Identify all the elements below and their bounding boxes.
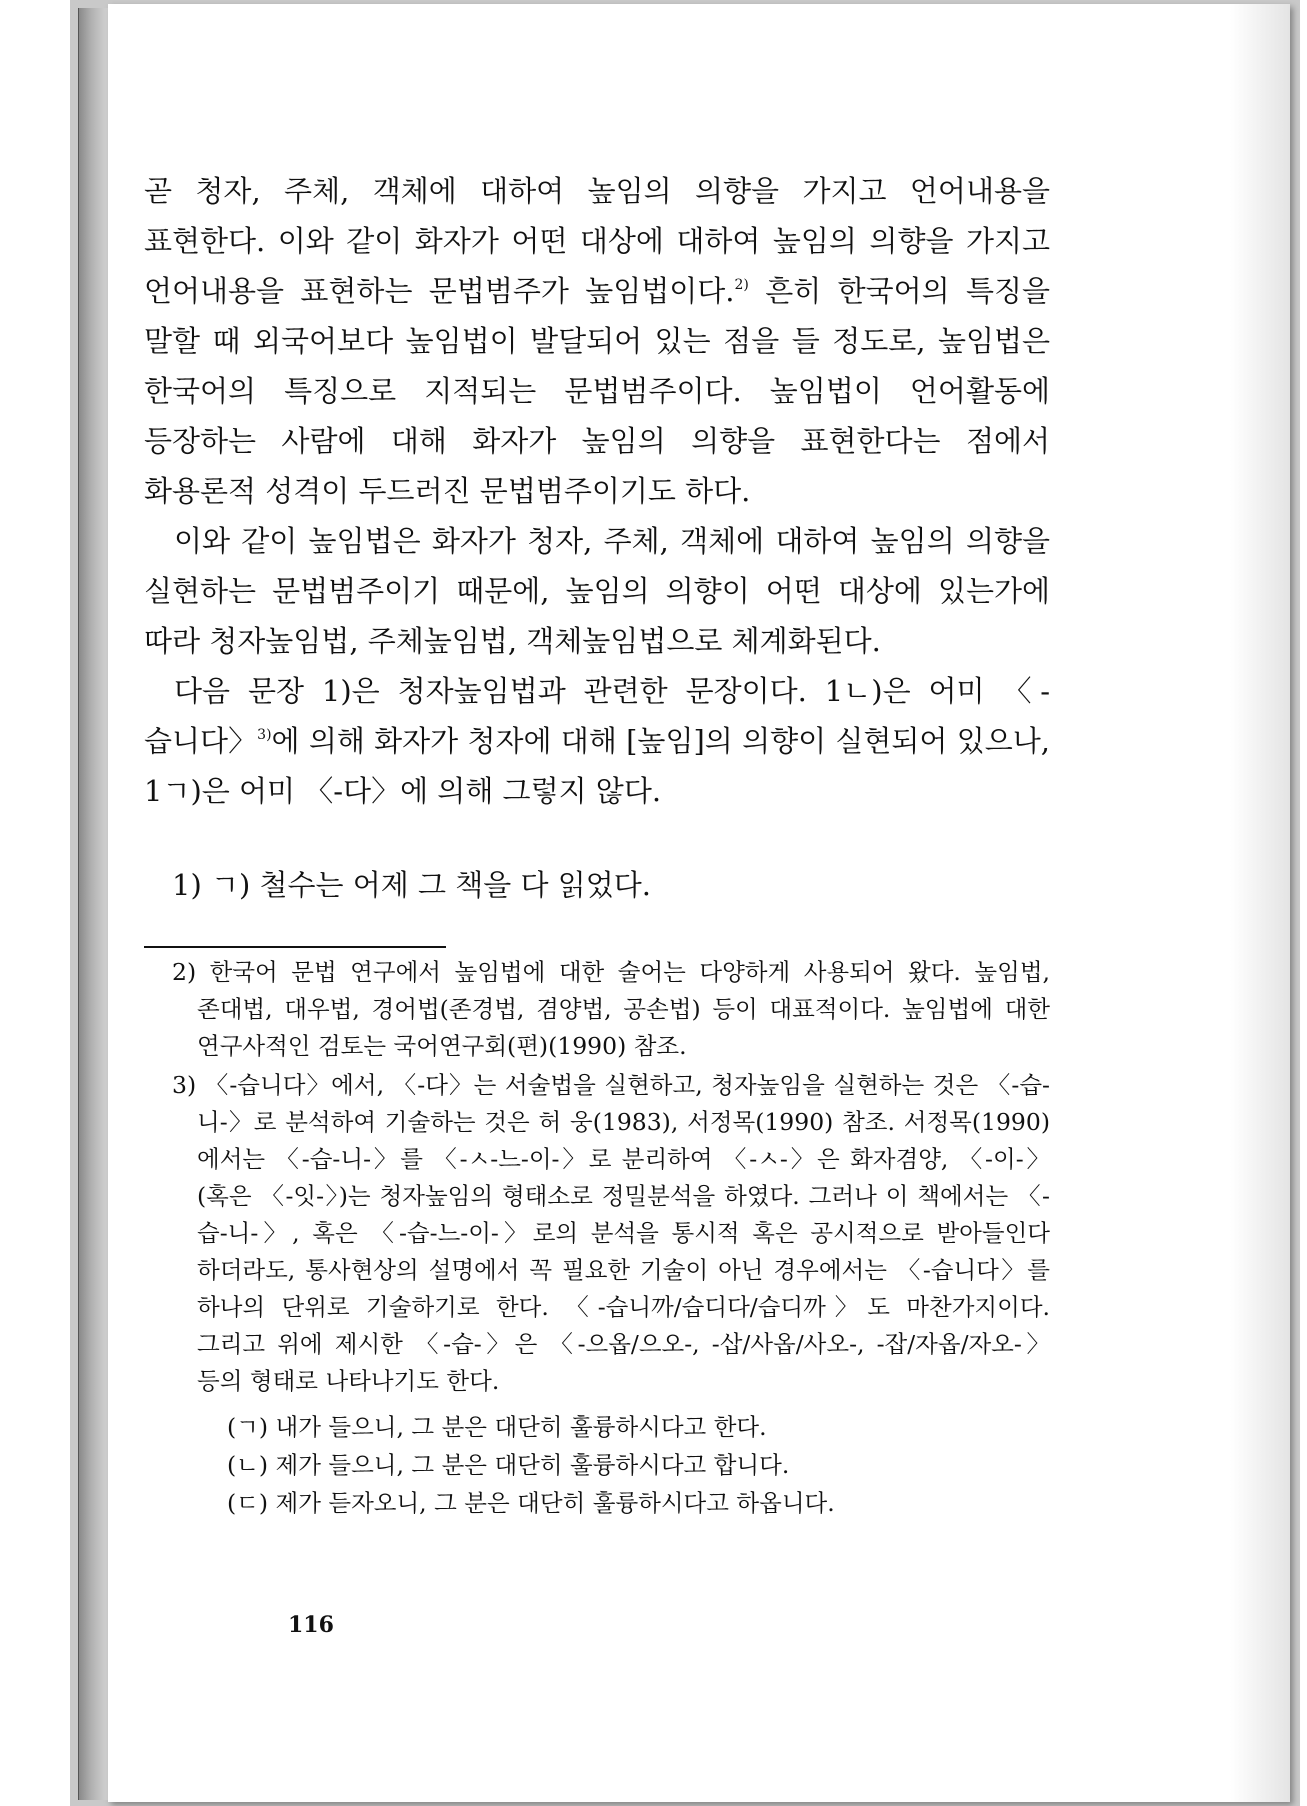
book-spine [78,8,109,1800]
paragraph-1-text-b: 흔히 한국어의 특징을 말할 때 외국어보다 높임법이 발달되어 있는 점을 들 정도로, 높임법은 한국어의 특징으로 지적되는 문법범주이다. 높임법이 언어활동에 등장하는 사람에 대해 화자가 높임의 의향을 표현한다는 점에서 화용론적 성격이 두드러진 문법범주이기도 하다. [144,274,1051,508]
footnote-2: 2) 한국어 문법 연구에서 높임법에 대한 술어는 다양하게 사용되어 왔다. 높임법, 존대법, 대우법, 경어법(존경법, 겸양법, 공손법) 등이 대표적이다. 높임법에 대한 연구사적인 검토는 국어연구회(편)(1990) 참조. [172,958,1050,1060]
page-number: 116 [288,1612,334,1638]
paragraph-1 [144,166,1050,516]
footnote-ref-2: 2) [734,277,749,293]
footnote-example-item: (ㄴ) 제가 들으니, 그 분은 대단히 훌륭하시다고 합니다. [227,1451,790,1479]
example-sentence-1: 1) ㄱ) 철수는 어제 그 책을 다 읽었다. [172,868,652,902]
footnote-example-item: (ㄷ) 제가 듣자오니, 그 분은 대단히 훌륭하시다고 하옵니다. [227,1489,835,1517]
footnote-ref-3: 3) [257,727,272,743]
paragraph-1-text-a: 곧 청자, 주체, 객체에 대하여 높임의 의향을 가지고 언어내용을 표현한다. 이와 같이 화자가 어떤 대상에 대하여 높임의 의향을 가지고 언어내용을 표현하는 문법범주가 높임법이다. [144,174,1050,308]
page-edge-shade [1230,4,1290,1802]
footnote-3: 3) 〈-습니다〉에서, 〈-다〉는 서술법을 실현하고, 청자높임을 실현하는 것은 〈-습-니-〉로 분석하여 기술하는 것은 허 웅(1983), 서정목(1990) 참조. 서정목(1990)에서는 〈-습-니-〉를 〈-ㅅ-느-이-〉로 분리하여 〈-ㅅ-〉은 화자겸양, 〈-이-〉(혹은 〈-잇-〉)는 청자높임의 형태소로 정밀분석을 하였다. 그러나 이 책에서는 〈-습-니-〉, 혹은 〈-습-느-이-〉로의 분석을 통시적 혹은 공시적으로 받아들인다 하더라도, 통사현상의 설명에서 꼭 필요한 기술이 아닌 경우에서는 〈-습니다〉를 하나의 단위로 기술하기로 한다. 〈-습니까/습디다/습디까〉도 마찬가지이다. 그리고 위에 제시한 〈-습-〉은 〈-으옵/으오-, -삽/사옵/사오-, -잡/자옵/자오-〉 등의 형태로 나타나기도 한다. [172,1071,1050,1395]
paragraph-3-text-b: 에 의해 화자가 청자에 대해 [높임]의 의향이 실현되어 있으나, 1ㄱ)은 어미 〈-다〉에 의해 그렇지 않다. [144,724,1050,808]
footnote-example-item: (ㄱ) 내가 들으니, 그 분은 대단히 훌륭하시다고 한다. [227,1413,767,1441]
footnote-divider [144,946,446,948]
page-content [144,166,1050,1522]
paragraph-2: 이와 같이 높임법은 화자가 청자, 주체, 객체에 대하여 높임의 의향을 실현하는 문법범주이기 때문에, 높임의 의향이 어떤 대상에 있는가에 따라 청자높임법, 주체높임법, 객체높임법으로 체계화된다. [144,524,1050,658]
footnote-3-examples [144,1408,1050,1522]
paragraph-3 [144,666,1050,816]
paragraph-3-text-a: 다음 문장 1)은 청자높임법과 관련한 문장이다. 1ㄴ)은 어미 〈-습니다〉 [144,674,1050,758]
